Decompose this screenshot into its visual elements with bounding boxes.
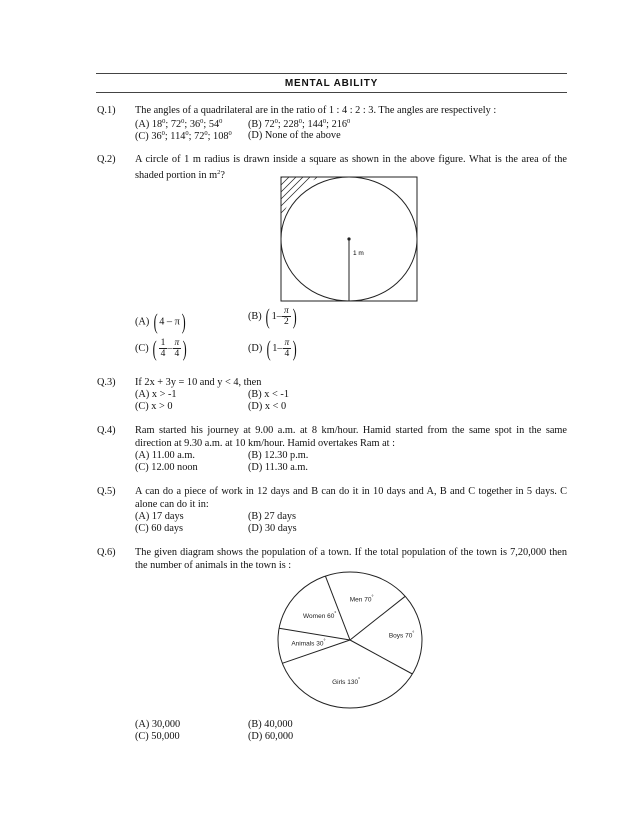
q2-text: A circle of 1 m radius is drawn inside a square as shown in the above figure. What is the area of the shaded portion in $m^2$?: [135, 154, 567, 181]
pie-label-animals: Animals 30°: [291, 638, 326, 648]
shaded-corner: [278, 174, 340, 236]
q4-option-a: (A) 11.00 a.m.: [135, 450, 195, 461]
q1-option-b: (B) $72^0$; $228^0$; $144^0$; $216^0$: [248, 118, 351, 130]
q6-option-b: (B) 40,000: [248, 719, 293, 730]
q1-option-a: (A) $18^0$; $72^0$; $36^0$; $54^0$: [135, 118, 223, 130]
pie-label-girls: Girls 130°: [332, 677, 361, 686]
square-circle-figure: [278, 174, 420, 304]
pie-slice-boundary-women: [279, 628, 350, 640]
q2-option-a: (A) ( 4 – π): [135, 309, 186, 334]
q3-option-b: (B) x < -1: [248, 389, 289, 400]
q1-option-d: (D) None of the above: [248, 130, 341, 141]
pie-slice-boundary-men: [325, 576, 350, 640]
q2-option-d: (D) ( 1– $\frac{\pi}{4}$ ): [248, 335, 297, 361]
q6-option-d: (D) 60,000: [248, 731, 294, 742]
q3-option-d: (D) x < 0: [248, 401, 287, 412]
top-rule: [96, 73, 567, 74]
q3-option-a: (A) x > -1: [135, 389, 177, 400]
pie-label-women: Women 60°: [303, 611, 337, 620]
q3-text: If 2x + 3y = 10 and y < 4, then: [135, 377, 262, 388]
page-title: MENTAL ABILITY: [284, 78, 379, 89]
q2-number: Q.2): [97, 154, 116, 165]
pie-slice-boundary-girls: [350, 640, 412, 674]
q5-option-a: (A) 17 days: [135, 511, 184, 522]
q1-number: Q.1): [97, 105, 116, 116]
q1-option-c: (C) $36^0$; $114^0$; $72^0$; $108^0$: [135, 130, 232, 142]
pie-label-men: Men 70°: [349, 594, 374, 604]
q6-number: Q.6): [97, 547, 116, 558]
q4-text: Ram started his journey at 9.00 a.m. at 8 km/hour. Hamid started from the same spot in the same direction at 9.30 a.m. at 10 km/hour. Hamid overtakes Ram at :: [135, 425, 567, 449]
q3-option-c: (C) x > 0: [135, 401, 173, 412]
population-pie-chart: [276, 570, 424, 710]
q4-number: Q.4): [97, 425, 116, 436]
q5-text: A can do a piece of work in 12 days and B can do it in 10 days and A, B and C together in 5 days. C alone can do it in:: [135, 486, 567, 510]
q6-option-a: (A) 30,000: [135, 719, 181, 730]
title-rule: [96, 92, 567, 93]
q2-option-b: (B) ( 1– $\frac{\pi}{2}$ ): [248, 303, 297, 329]
pie-label-boys: Boys 70°: [388, 630, 415, 640]
q5-option-c: (C) 60 days: [135, 523, 184, 534]
radius-label: 1 m: [353, 250, 364, 257]
q5-option-d: (D) 30 days: [248, 523, 297, 534]
q6-text: The given diagram shows the population of a town. If the total population of the town is 7,20,000 then the number of animals in the town is :: [135, 547, 567, 571]
q4-option-c: (C) 12.00 noon: [135, 462, 198, 473]
center-dot: [347, 237, 350, 240]
q6-option-c: (C) 50,000: [135, 731, 180, 742]
q3-number: Q.3): [97, 377, 116, 388]
q1-text: The angles of a quadrilateral are in the ratio of 1 : 4 : 2 : 3. The angles are respectively :: [135, 105, 497, 116]
q4-option-d: (D) 11.30 a.m.: [248, 462, 308, 473]
q5-number: Q.5): [97, 486, 116, 497]
q2-option-c: (C) ( $\frac{1}{4}$ – $\frac{\pi}{4}$ ): [135, 335, 187, 361]
q5-option-b: (B) 27 days: [248, 511, 297, 522]
q4-option-b: (B) 12.30 p.m.: [248, 450, 309, 461]
